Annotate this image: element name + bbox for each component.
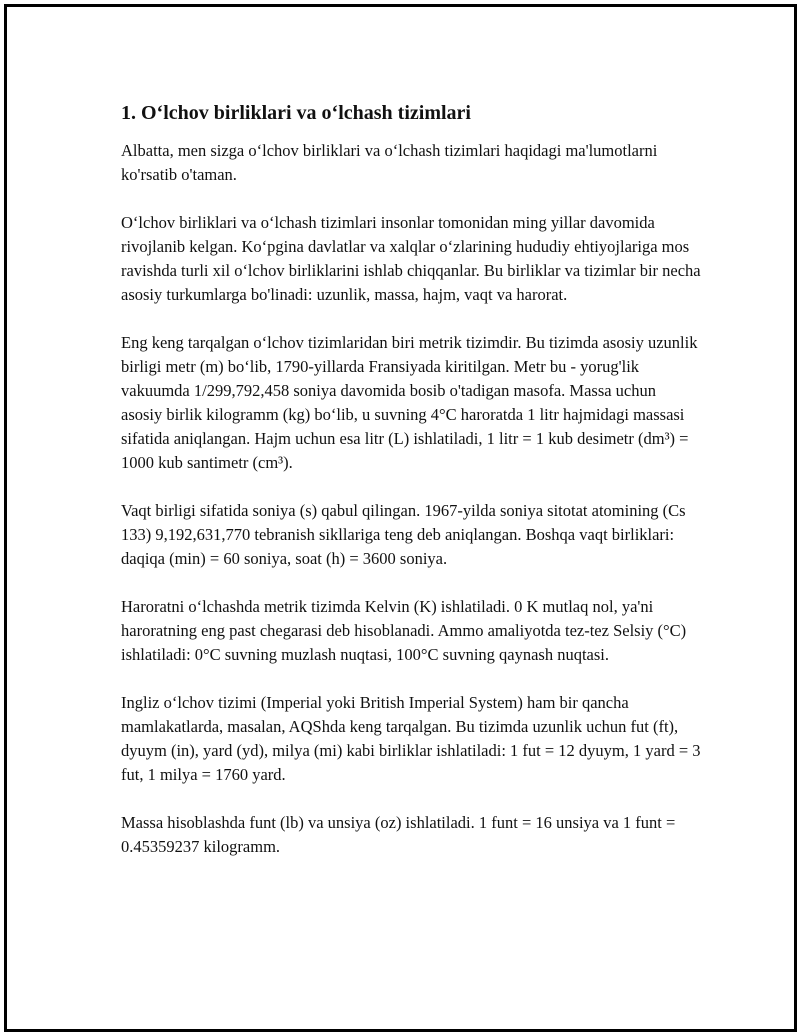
document-body — [121, 100, 701, 883]
paragraph-imperial-mass: Massa hisoblashda funt (lb) va unsiya (oz) ishlatiladi. 1 funt = 16 unsiya va 1 funt = 0.45359237 kilogramm. — [121, 813, 676, 856]
paragraph-metric-system: Eng keng tarqalgan o‘lchov tizimlaridan biri metrik tizimdir. Bu tizimda asosiy uzunlik birligi metr (m) bo‘lib, 1790-yillarda Fransiyada kiritilgan. Metr bu - yorug'lik vakuumda 1/299,792,458 soniya davomida bosib o'tadigan masofa. Massa uchun asosiy birlik kilogramm (kg) bo‘lib, u suvning 4°C haroratda 1 litr hajmidagi massasi sifatida aniqlangan. Hajm uchun esa litr (L) ishlatiladi, 1 litr = 1 kub desimetr (dm³) = 1000 kub santimetr (cm³). — [121, 333, 698, 472]
paragraph-imperial-length: Ingliz o‘lchov tizimi (Imperial yoki British Imperial System) ham bir qancha mamlakatlarda, masalan, AQShda keng tarqalgan. Bu tizimda uzunlik uchun fut (ft), dyuym (in), yard (yd), milya (mi) kabi birliklar ishlatiladi: 1 fut = 12 dyuym, 1 yard = 3 fut, 1 milya = 1760 yard. — [121, 693, 701, 784]
paragraph-time-units: Vaqt birligi sifatida soniya (s) qabul qilingan. 1967-yilda soniya sitotat atomining (Cs 133) 9,192,631,770 tebranish sikllariga teng deb aniqlangan. Boshqa vaqt birliklari: daqiqa (min) = 60 soniya, soat (h) = 3600 soniya. — [121, 501, 686, 568]
document-title: 1. O‘lchov birliklari va o‘lchash tizimlari — [121, 102, 471, 124]
page-frame — [4, 4, 797, 1032]
paragraph-history: O‘lchov birliklari va o‘lchash tizimlari insonlar tomonidan ming yillar davomida rivojlanib kelgan. Ko‘pgina davlatlar va xalqlar o‘zlarining hududiy ehtiyojlariga mos ravishda turli xil o‘lchov birliklarini ishlab chiqqanlar. Bu birliklar va tizimlar bir necha asosiy turkumlarga bo'linadi: uzunlik, massa, hajm, vaqt va harorat. — [121, 213, 701, 304]
paragraph-temperature: Haroratni o‘lchashda metrik tizimda Kelvin (K) ishlatiladi. 0 K mutlaq nol, ya'ni haroratning eng past chegarasi deb hisoblanadi. Ammo amaliyotda tez-tez Selsiy (°C) ishlatiladi: 0°C suvning muzlash nuqtasi, 100°C suvning qaynash nuqtasi. — [121, 597, 687, 664]
paragraph-intro: Albatta, men sizga o‘lchov birliklari va o‘lchash tizimlari haqidagi ma'lumotlarni ko'rsatib o'taman. — [121, 141, 658, 184]
